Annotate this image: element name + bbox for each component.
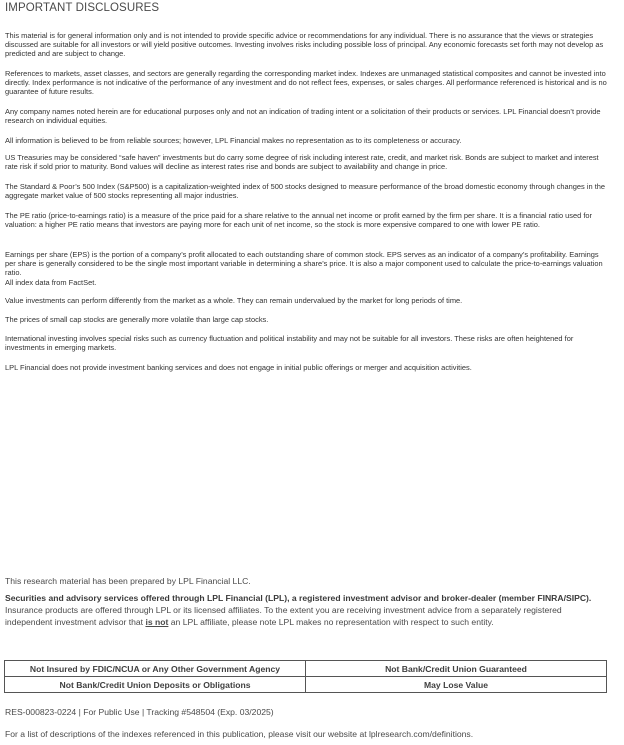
disclosure-investment-banking: LPL Financial does not provide investment banking services and does not engage in initial public offerings or merger and acquisition activities. [5, 363, 472, 372]
disclosure-eps: Earnings per share (EPS) is the portion of a company’s profit allocated to each outstanding share of common stock. EPS serves as an indicator of a company’s profitability. Earnings per share is generally considered to be the single most important variable in determining a share’s price. It is also a major component used to calculate the price-to-earnings valuation ratio. [5, 250, 603, 278]
disclosure-general-information: This material is for general information only and is not intended to provide specific advice or recommendations for any individual. There is no assurance that the views or strategies discussed are suitable for all investors or will yield positive outcomes. Investing involves risks including possible loss of principal. Any economic forecasts set forth may not develop as predicted and are subject to change. [5, 31, 604, 59]
disclosure-international: International investing involves special risks such as currency fluctuation and political instability and may not be suitable for all investors. These risks are often heightened for investments in emerging markets. [5, 334, 574, 353]
disclosure-us-treasuries: US Treasuries may be considered “safe haven” investments but do carry some degree of risk including interest rate, credit, and market risk. Bonds are subject to market and interest rate risk if sold prior to maturity. Bond values will decline as interest rates rise and bonds are subject to availability and change in price. [5, 153, 599, 172]
securities-statement [5, 593, 605, 628]
disclosure-reliable-sources: All information is believed to be from reliable sources; however, LPL Financial makes no representation as to its completeness or accuracy. [5, 136, 462, 145]
notice-not-insured: Not Insured by FDIC/NCUA or Any Other Government Agency [5, 661, 306, 677]
disclosure-value-investments: Value investments can perform differently from the market as a whole. They can remain undervalued by the market for long periods of time. [5, 296, 463, 305]
notice-may-lose-value: May Lose Value [306, 677, 607, 693]
disclosure-small-cap: The prices of small cap stocks are generally more volatile than large cap stocks. [5, 315, 269, 324]
disclosure-market-references: References to markets, asset classes, and sectors are generally regarding the corresponding market index. Indexes are unmanaged statistical composites and cannot be invested into directly. Index performance is not indicative of the performance of any investment and do not reflect fees, expenses, or sales charges. All performance referenced is historical and is no guarantee of future results. [5, 69, 607, 97]
securities-text-after: an LPL affiliate, please note LPL makes no representation with respect to such entity. [168, 616, 494, 627]
disclosure-pe-ratio: The PE ratio (price-to-earnings ratio) is a measure of the price paid for a share relative to the annual net income or profit earned by the firm per share. It is a financial ratio used for valuation: a higher PE ratio means that investors are paying more for each unit of net income, so the stock is more expensive compared to one with lower PE ratio. [5, 211, 593, 230]
notice-not-guaranteed: Not Bank/Credit Union Guaranteed [306, 661, 607, 677]
tracking-code: RES-000823-0224 | For Public Use | Tracking #548504 (Exp. 03/2025) [5, 707, 274, 717]
prepared-by-statement: This research material has been prepared by LPL Financial LLC. [5, 576, 251, 586]
table-row [5, 677, 607, 693]
table-row [5, 661, 607, 677]
securities-text-before: Insurance products are offered through LPL or its licensed affiliates. To the extent you are receiving investment advice from a separately registered independent investment advisor that [5, 604, 562, 627]
indexes-definitions-note: For a list of descriptions of the indexes referenced in this publication, please visit our website at lplresearch.com/definitions. [5, 729, 474, 739]
notice-not-deposits: Not Bank/Credit Union Deposits or Obligations [5, 677, 306, 693]
page-title: IMPORTANT DISCLOSURES [5, 2, 160, 14]
securities-bold-text: Securities and advisory services offered through LPL Financial (LPL), a registered investment advisor and broker-dealer (member FINRA/SIPC). [5, 593, 592, 603]
disclosure-sp500: The Standard & Poor’s 500 Index (S&P500) is a capitalization-weighted index of 500 stocks designed to measure performance of the broad domestic economy through changes in the aggregate market value of 500 stocks representing all major industries. [5, 182, 606, 201]
disclosure-company-names: Any company names noted herein are for educational purposes only and not an indication of trading intent or a solicitation of their products or services. LPL Financial doesn’t provide research on individual equities. [5, 107, 601, 126]
disclosure-factset: All index data from FactSet. [5, 278, 97, 287]
investment-notice-table [4, 660, 607, 693]
securities-underlined-text: is not [145, 616, 169, 627]
